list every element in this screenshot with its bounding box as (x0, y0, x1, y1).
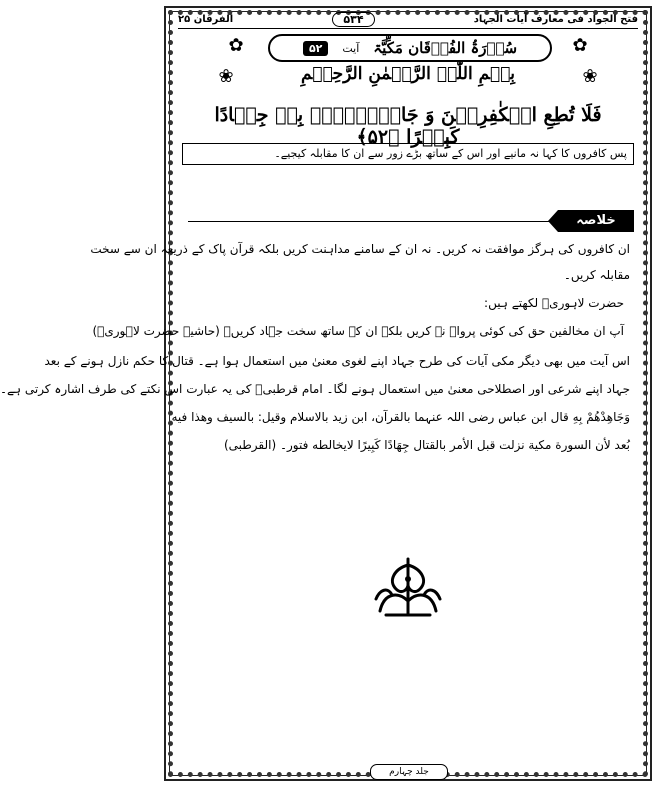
calligraphy-ornament-icon (368, 555, 448, 621)
translation-box: پس کافروں کا کہا نہ مانیے اور اس کے ساتھ بڑے زور سے ان کا مقابلہ کیجیے۔ (182, 143, 634, 165)
section-divider (188, 221, 558, 222)
page-header (178, 10, 638, 29)
body-line: جہاد اپنے شرعی اور اصطلاحی معنیٰ میں استعمال ہونے لگا۔ امام قرطبیؒ کی یہ عبارت اس نکتے کی طرف اشارہ کرتی ہے۔ (0, 382, 630, 396)
volume-footer: جلد چہارم (370, 764, 448, 780)
body-line: ان کافروں کی ہرگز موافقت نہ کریں۔ نہ ان کے سامنے مداہنت کریں بلکہ قرآن پاک کے ذریعہ ان سے سخت (90, 242, 630, 256)
rosette-icon: ✿ (228, 35, 244, 56)
bismillah: بِسۡمِ اللّٰہِ الرَّحۡمٰنِ الرَّحِیۡمِ (300, 64, 516, 84)
section-title: خلاصہ (558, 210, 634, 232)
rosette-icon: ❀ (218, 66, 234, 87)
ayah-number-badge: ۵۲ (303, 41, 328, 56)
surah-reference: الفرقان ۲۵ (178, 13, 234, 25)
surah-banner (268, 34, 552, 62)
ayah-arabic-text: فَلَا تُطِعِ الۡکٰفِرِیۡنَ وَ جَاہِدۡہُمۡ بِہٖ جِہَادًا کَبِیۡرًا ﴿۵۲﴾ (214, 104, 602, 148)
page-number: ۵۳۴ (332, 12, 374, 27)
body-line: اس آیت میں بھی دیگر مکی آیات کی طرح جہاد اپنے لغوی معنیٰ میں استعمال ہوا ہے۔ قتال کا حکم نازل ہونے کے بعد (44, 354, 630, 368)
body-line: وَجَاهِدْهُمْ بِهِ قال ابن عباس رضی اللہ عنہما بالقرآن، ابن زید بالاسلام وقیل: بالسیف وهذا فیه (171, 410, 630, 424)
rosette-icon: ✿ (572, 35, 588, 56)
ayah-label: آیت (342, 41, 360, 55)
body-line: مقابلہ کریں۔ (563, 268, 630, 282)
body-line: آپ ان مخالفین حق کی کوئی پرواہ نہ کریں بلکہ ان کے ساتھ سخت جہاد کریں۔ (حاشیہ حضرت لاہوریؒ) (92, 324, 624, 338)
book-title: فتح الجواد فی معارف آیات الجہاد (473, 13, 638, 25)
body-line: حضرت لاہوریؒ لکھتے ہیں: (484, 296, 624, 310)
body-line: بُعد لأن السورة مكية نزلت قبل الأمر بالقتال جِهَادًا كَبِيرًا لایخالطه فتور۔ (القرطبی) (223, 438, 630, 452)
surah-name: سُوۡرَۃُ الفُرۡقَان مَکِّیَّۃ (373, 39, 518, 57)
rosette-icon: ❀ (582, 66, 598, 87)
